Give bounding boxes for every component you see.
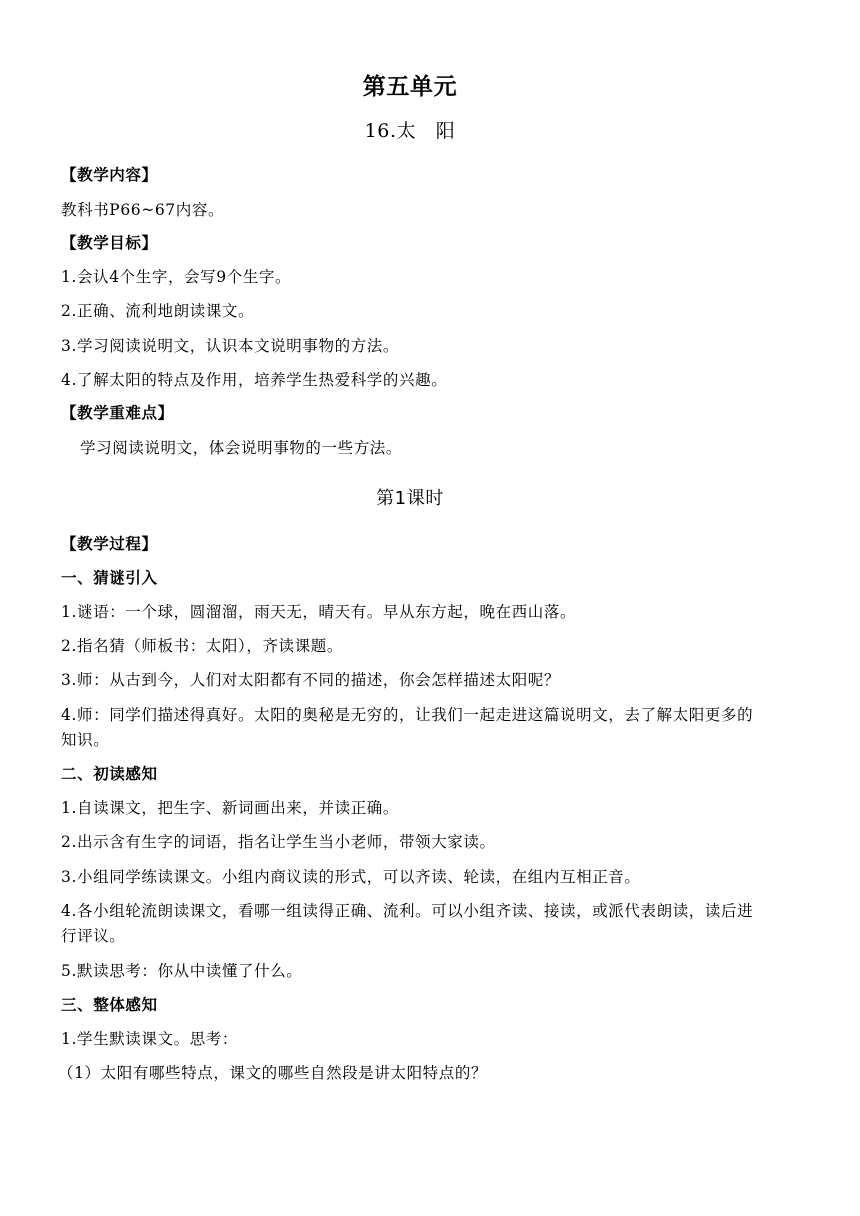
process-heading: 【教学过程】: [61, 535, 158, 553]
goal-item: 3.学习阅读说明文，认识本文说明事物的方法。: [61, 337, 399, 355]
content-heading: 【教学内容】: [61, 166, 158, 184]
section-item: 1.谜语：一个球，圆溜溜，雨天无，晴天有。早从东方起，晚在西山落。: [61, 603, 577, 621]
section-heading: 一、猜谜引入: [61, 569, 158, 587]
content-text: 教科书P66~67内容。: [61, 201, 225, 219]
lesson-title: 16.太 阳: [364, 120, 456, 142]
section-item: 2.指名猜（师板书：太阳），齐读课题。: [61, 637, 343, 655]
section-heading: 三、整体感知: [61, 996, 158, 1014]
section-item: 1.学生默读课文。思考：: [61, 1030, 238, 1048]
goal-item: 1.会认4个生字，会写9个生字。: [61, 268, 292, 286]
section-item: 3.小组同学练读课文。小组内商议读的形式，可以齐读、轮读，在组内互相正音。: [61, 868, 641, 886]
unit-title: 第五单元: [362, 74, 458, 100]
goals-heading: 【教学目标】: [61, 234, 158, 252]
key-text: 学习阅读说明文，体会说明事物的一些方法。: [80, 439, 403, 457]
section-item: 5.默读思考：你从中读懂了什么。: [61, 962, 303, 980]
goal-item: 4.了解太阳的特点及作用，培养学生热爱科学的兴趣。: [61, 371, 448, 389]
section-item: 2.出示含有生字的词语，指名让学生当小老师，带领大家读。: [61, 833, 496, 851]
section-item: 4.各小组轮流朗读课文，看哪一组读得正确、流利。可以小组齐读、接读，或派代表朗读，读后进行评议。: [61, 902, 754, 945]
key-heading: 【教学重难点】: [61, 404, 174, 422]
period-title: 第1课时: [376, 488, 444, 509]
section-item: 3.师：从古到今，人们对太阳都有不同的描述，你会怎样描述太阳呢？: [61, 671, 560, 689]
section-heading: 二、初读感知: [61, 765, 158, 783]
goal-item: 2.正确、流利地朗读课文。: [61, 302, 255, 320]
section-item: （1）太阳有哪些特点，课文的哪些自然段是讲太阳特点的？: [58, 1064, 488, 1082]
section-item: 4.师：同学们描述得真好。太阳的奥秘是无穷的，让我们一起走进这篇说明文，去了解太阳更多的知识。: [61, 706, 754, 749]
section-item: 1.自读课文，把生字、新词画出来，并读正确。: [61, 799, 399, 817]
